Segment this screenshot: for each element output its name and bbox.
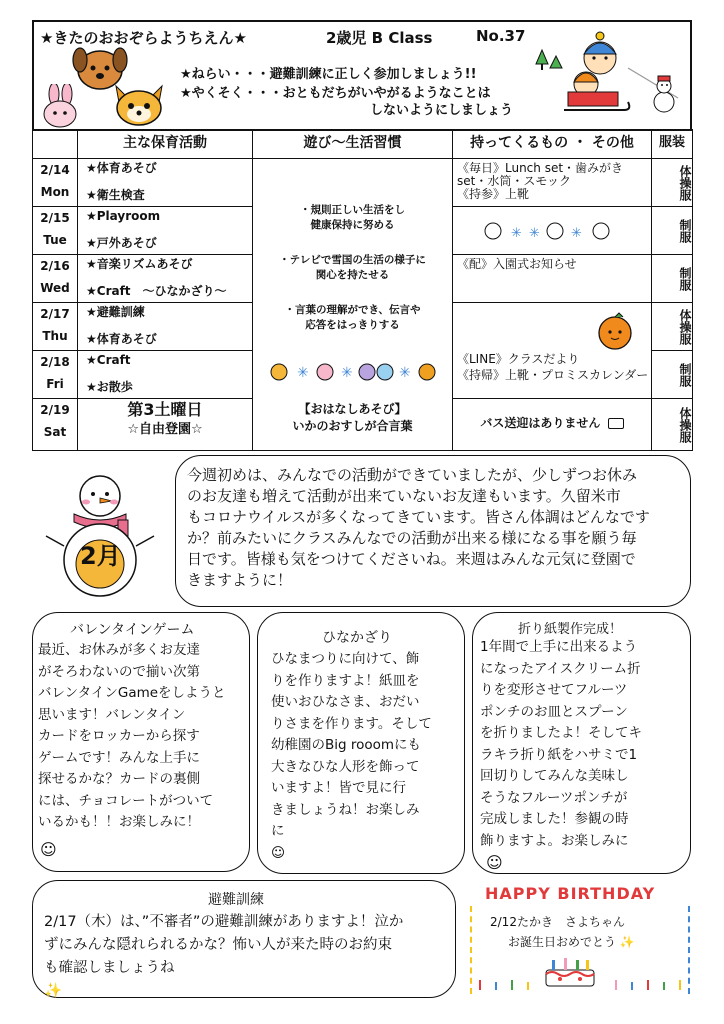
row-date: 2/17 [40, 307, 70, 321]
no-bus-notice: バス送迎はありません [480, 416, 601, 430]
aim-text: ★ねらい・・・避難訓練に正しく参加しましょう!! [180, 67, 477, 82]
header-habits: 遊び～生活習慣 [253, 130, 453, 159]
svg-text:✳: ✳ [571, 226, 582, 241]
school-name: ★きたのおおぞらようちえん★ [40, 29, 247, 47]
bus-icon [608, 418, 624, 429]
habits-cell [253, 159, 453, 451]
text-line: りさまを作ります。そして [271, 715, 432, 732]
habit-3b: 応答をはっきりする [305, 319, 400, 331]
class-name: 2歳児 B Class [326, 29, 433, 47]
text-line [44, 957, 403, 1003]
story-text: いかのおすしが合言葉 [292, 419, 413, 433]
issue-number: No.37 [476, 27, 526, 45]
row-weekday: Sat [43, 425, 67, 439]
text-line: 完成しました！参観の時 [480, 811, 629, 827]
text-line: ラキラ折り紙をハサミで1 [480, 746, 638, 763]
drill-text [44, 911, 403, 1003]
text-line: 使いおひなさま、おだい [271, 694, 420, 710]
belongings-line: 《持帰》上靴・プロミスカレンダー [457, 368, 649, 382]
text-line: がそろわないので揃い次第 [38, 663, 200, 680]
message-line: か？前みたいにクラスみんなでの活動が出来る様になる事を願う毎 [187, 529, 637, 547]
month-message [187, 465, 650, 591]
mandarin-orange-icon [593, 311, 637, 351]
uniform-cell: 制服 [652, 255, 693, 303]
valentine-text [38, 640, 226, 834]
rabbit-illustration [40, 84, 80, 130]
text-line: ずにみんな隠れられるかな？怖い人が来た時のお約束 [44, 937, 392, 953]
confetti-decoration [475, 978, 687, 992]
message-line: もコロナウイルスが多くなってきています。皆さん体調はどんなです [187, 508, 650, 526]
header-activities: 主な保育活動 [78, 130, 253, 159]
promise-text-2: しないようにしましょう [370, 103, 514, 118]
birthday-greeting [508, 933, 635, 950]
text-line: りを作りますよ！紙皿を [271, 672, 420, 689]
text-line: きましょうね！お楽しみ [271, 801, 420, 818]
animals-snow-decoration [267, 357, 439, 387]
belongings-line: 《持参》上靴 [457, 187, 530, 201]
text-line: バレンタインGameをしようと [38, 685, 226, 701]
habit-1a: ・規則正しい生活をし [300, 204, 405, 216]
text-line: 探せるかな？カードの裏側 [38, 771, 200, 787]
text-line: りを変形させてフルーツ [480, 682, 628, 698]
belongings-line: 《LINE》クラスだより [457, 352, 580, 366]
text-line: 飾りますよ。お楽しみに [480, 832, 629, 849]
text-line: ひなまつりに向けて、飾 [271, 651, 420, 667]
text-line: には、チョコレートがついて [38, 792, 214, 809]
sparkle-icon: ✨ [616, 935, 635, 949]
habit-2a: ・テレビで雪国の生活の様子に [279, 254, 426, 266]
header-blank [33, 130, 78, 159]
origami-title: 折り紙製作完成！ [518, 622, 623, 637]
snowman-illustration [40, 470, 160, 600]
drill-title: 避難訓練 [208, 892, 264, 908]
birthday-name: 2/12たかき さよちゃん [490, 915, 625, 929]
text-line: いますよ！皆で見に行 [271, 780, 406, 796]
smile-icon: ☺ [40, 840, 57, 859]
row-weekday: Tue [43, 233, 67, 247]
belongings-line: 《配》入園式お知らせ [457, 257, 577, 271]
habit-3a: ・言葉の理解ができ、伝言や [284, 304, 421, 316]
uniform-cell: 体操服 [652, 159, 693, 207]
message-line: きますように！ [187, 571, 293, 589]
header-uniform: 服装 [652, 130, 693, 159]
text-line-end: も確認しましょうね [44, 960, 175, 976]
message-line: 日です。皆様も気をつけてくださいね。来週はみんな元気に登園で [187, 550, 636, 568]
snow-kids-decoration [481, 217, 621, 245]
smile-icon: ☺ [486, 853, 503, 872]
origami-text [480, 637, 642, 852]
text-line: 回切りしてみんな美味し [480, 768, 629, 784]
text-line: そうなフルーツポンチが [480, 789, 628, 806]
free-attendance: ☆自由登園☆ [127, 422, 203, 437]
belongings-line: 《毎日》Lunch set・歯みがきset・水筒・スモック [457, 161, 624, 188]
row-weekday: Fri [46, 377, 64, 391]
promise-text-1: ★やくそく・・・おともだちがいやがるようなことは [180, 86, 491, 101]
row-weekday: Wed [40, 281, 70, 295]
sledding-kids-illustration [528, 28, 690, 128]
hina-text [271, 649, 432, 864]
row-date: 2/15 [40, 211, 70, 225]
activity-1: ★音楽リズムあそび [86, 257, 193, 271]
habit-2b: 関心を持たせる [315, 269, 390, 281]
row-date: 2/16 [40, 259, 70, 273]
text-line: ゲームです！みんな上手に [38, 749, 200, 766]
text-line: 2/17（木）は、”不審者”の避難訓練がありますよ！泣か [44, 914, 404, 930]
text-line: 最近、お休みが多くお友達 [38, 642, 200, 658]
row-weekday: Mon [40, 185, 70, 199]
header-belongings: 持ってくるもの ・ その他 [453, 130, 652, 159]
svg-text:✳: ✳ [341, 365, 353, 381]
uniform-cell: 制服 [652, 351, 693, 399]
activity-1: ★体育あそび [86, 161, 157, 175]
uniform-cell: 体操服 [652, 399, 693, 451]
fox-illustration [108, 80, 170, 128]
valentine-title: バレンタインゲーム [70, 622, 195, 638]
message-line: 今週初めは、みんなでの活動ができていましたが、少しずつお休み [187, 466, 638, 484]
text-line: 幼稚園のBig rooomにも [271, 737, 422, 753]
text-line [271, 821, 432, 864]
message-line: のお友達も増えて活動が出来ていないお友達もいます。久留米市 [187, 487, 621, 505]
activity-1: ★Playroom [86, 209, 161, 223]
activity-2: ★お散歩 [86, 380, 133, 394]
hina-title: ひなかざり [322, 630, 392, 646]
text-line: カードをロッカーから探す [38, 728, 200, 744]
activity-1: ★Craft [86, 353, 131, 367]
text-line: 思います！バレンタイン [38, 706, 186, 723]
third-saturday: 第3土曜日 [127, 400, 203, 419]
schedule-row [33, 159, 693, 207]
uniform-cell: 制服 [652, 207, 693, 255]
birthday-banner: HAPPY BIRTHDAY [485, 884, 656, 903]
row-date: 2/18 [40, 355, 70, 369]
uniform-cell: 体操服 [652, 303, 693, 351]
svg-text:✳: ✳ [529, 226, 540, 241]
smile-icon: ☺ [271, 844, 286, 861]
text-line: を折りましたよ！そしてキ [480, 725, 642, 741]
text-line: ポンチのお皿とスプーン [480, 703, 628, 720]
text-line: 大きなひな人形を飾って [271, 758, 420, 775]
row-date: 2/14 [40, 163, 70, 177]
svg-text:✳: ✳ [399, 365, 411, 381]
activity-2: ★体育あそび [86, 332, 157, 346]
svg-text:✳: ✳ [297, 365, 309, 381]
month-label: 2月 [80, 542, 121, 570]
row-weekday: Thu [42, 329, 68, 343]
activity-1: ★避難訓練 [86, 305, 145, 319]
sparkle-icon: ✨ [44, 983, 63, 999]
habit-1b: 健康保持に努める [310, 219, 395, 231]
svg-text:✳: ✳ [511, 226, 522, 241]
story-title: 【おはなしあそび】 [298, 402, 407, 416]
text-line: いるかも！！お楽しみに！ [38, 814, 200, 830]
row-date: 2/19 [40, 403, 70, 417]
activity-2: ★戸外あそび [86, 236, 157, 250]
weekly-schedule-table [32, 129, 693, 451]
text-line-end: に [271, 823, 285, 839]
birthday-greeting-text: お誕生日おめでとう [508, 935, 617, 949]
text-line: 1年間で上手に出来るよう [480, 639, 638, 655]
text-line: になったアイスクリーム折 [480, 660, 641, 677]
activity-2: ★Craft ～ひなかざり～ [86, 284, 227, 298]
activity-2: ★衛生検査 [86, 188, 145, 202]
